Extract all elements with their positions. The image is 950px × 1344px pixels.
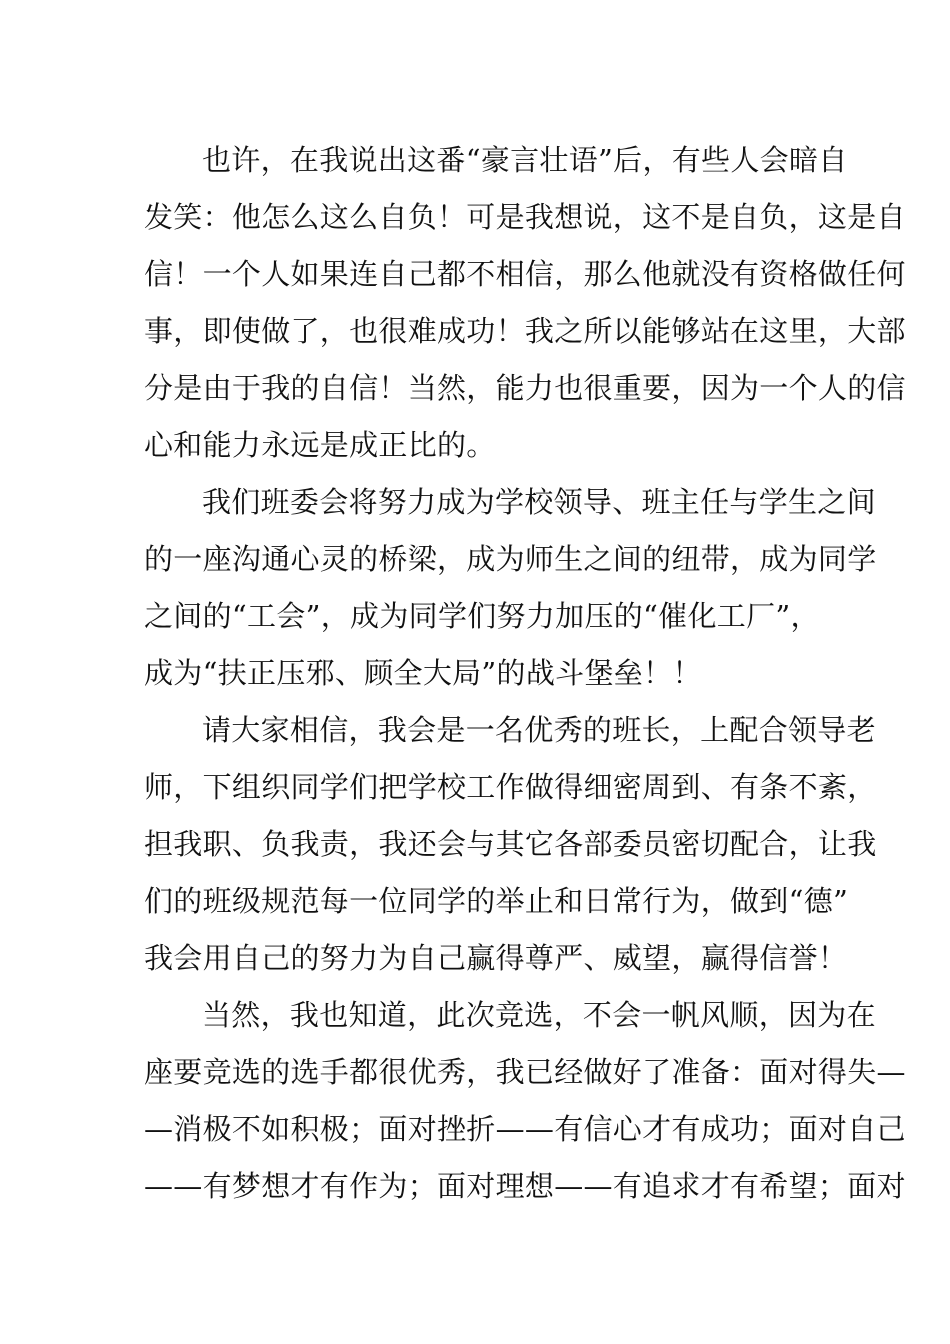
text-line: 当然，我也知道，此次竞选，不会一帆风顺，因为在 xyxy=(202,998,876,1032)
text-line: 们的班级规范每一位同学的举止和日常行为，做到“德” xyxy=(144,884,849,918)
text-line: 发笑：他怎么这么自负！可是我想说，这不是自负，这是自 xyxy=(144,200,906,234)
document-body xyxy=(144,132,906,1215)
text-line: 分是由于我的自信！当然，能力也很重要，因为一个人的信 xyxy=(144,371,906,405)
text-line: 座要竞选的选手都很优秀，我已经做好了准备：面对得失— xyxy=(144,1055,906,1089)
text-line: 信！一个人如果连自己都不相信，那么他就没有资格做任何 xyxy=(144,257,906,291)
text-line: 我会用自己的努力为自己赢得尊严、威望，赢得信誉！ xyxy=(144,941,848,975)
text-line: 请大家相信，我会是一名优秀的班长，上配合领导老 xyxy=(202,713,876,747)
text-line: 事，即使做了，也很难成功！我之所以能够站在这里，大部 xyxy=(144,314,906,348)
text-line: 的一座沟通心灵的桥梁，成为师生之间的纽带，成为同学 xyxy=(144,542,877,576)
text-line: —消极不如积极；面对挫折——有信心才有成功；面对自己 xyxy=(144,1112,906,1146)
text-line: 心和能力永远是成正比的。 xyxy=(144,428,496,462)
text-line: 担我职、负我责，我还会与其它各部委员密切配合，让我 xyxy=(144,827,877,861)
text-line: 成为“扶正压邪、顾全大局”的战斗堡垒！！ xyxy=(144,656,702,690)
text-line: ——有梦想才有作为；面对理想——有追求才有希望；面对 xyxy=(144,1169,906,1203)
text-line: 也许，在我说出这番“豪言壮语”后，有些人会暗自 xyxy=(202,143,848,177)
text-line: 我们班委会将努力成为学校领导、班主任与学生之间 xyxy=(202,485,876,519)
text-line: 之间的“工会”，成为同学们努力加压的“催化工厂”， xyxy=(144,599,820,633)
text-line: 师，下组织同学们把学校工作做得细密周到、有条不紊， xyxy=(144,770,877,804)
